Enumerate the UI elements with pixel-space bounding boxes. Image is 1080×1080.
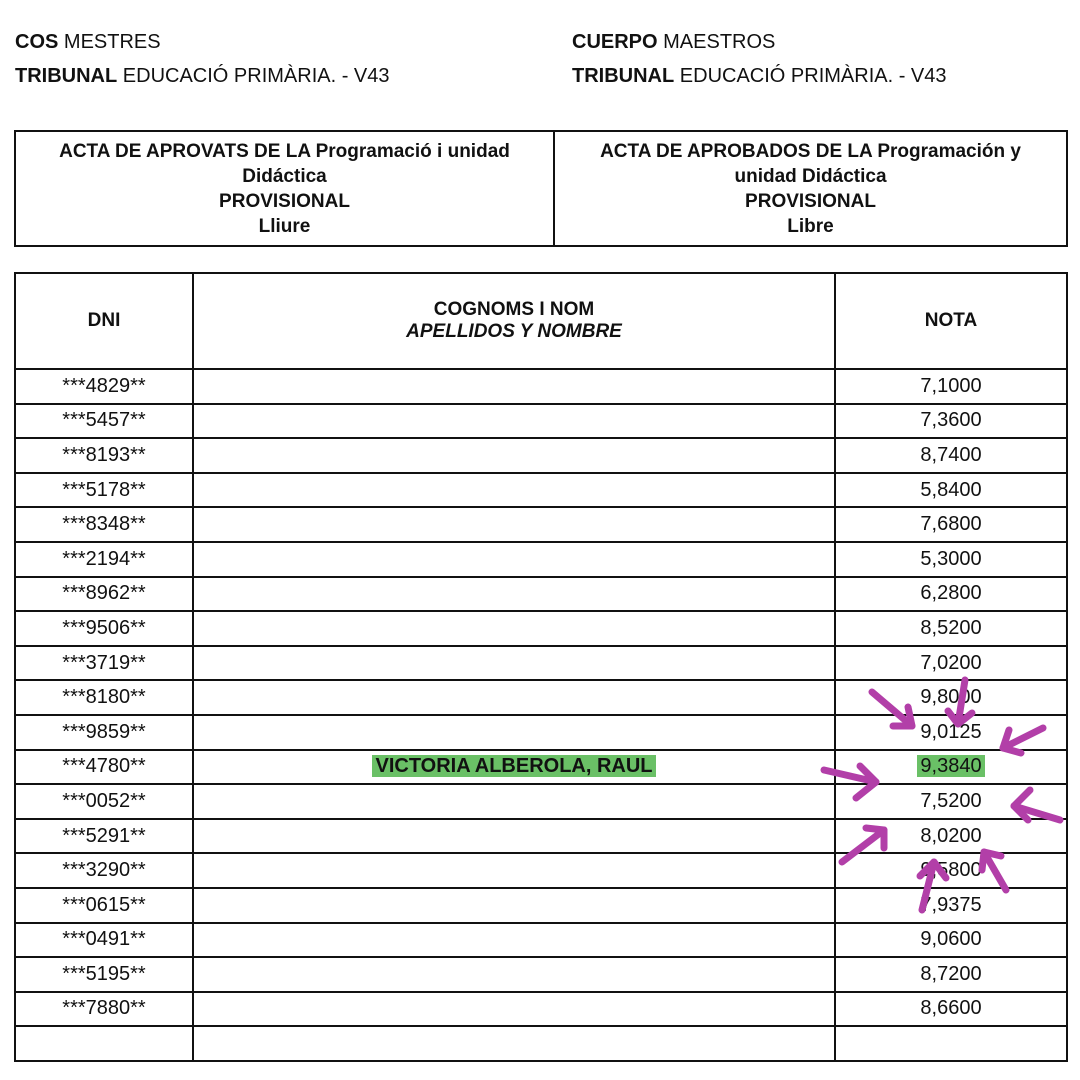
dni-cell: ***7880**: [15, 992, 193, 1027]
table-row: [15, 750, 1067, 785]
dni-cell: ***3290**: [15, 853, 193, 888]
nota-cell: 9,5800: [835, 853, 1067, 888]
nota-cell: 8,6600: [835, 992, 1067, 1027]
table-row: [15, 680, 1067, 715]
name-cell: [193, 438, 835, 473]
header-tribunal-right: TRIBUNAL EDUCACIÓ PRIMÀRIA. - V43: [572, 65, 947, 87]
dni-cell: ***2194**: [15, 542, 193, 577]
nota-cell: 7,3600: [835, 404, 1067, 439]
nota-cell: 9,0600: [835, 923, 1067, 958]
highlighted-score: 9,3840: [917, 755, 984, 777]
dni-cell: ***9859**: [15, 715, 193, 750]
table-row: [15, 542, 1067, 577]
nota-cell: 8,7400: [835, 438, 1067, 473]
dni-cell: ***0615**: [15, 888, 193, 923]
nota-cell: 5,3000: [835, 542, 1067, 577]
nota-cell: 7,1000: [835, 369, 1067, 404]
table-row: [15, 473, 1067, 508]
nota-cell: 7,0200: [835, 646, 1067, 681]
name-cell: [193, 577, 835, 612]
dni-cell: ***5291**: [15, 819, 193, 854]
nota-cell: 7,9375: [835, 888, 1067, 923]
nota-cell: 9,8000: [835, 680, 1067, 715]
name-cell: [193, 542, 835, 577]
name-cell: [193, 715, 835, 750]
results-table: [14, 272, 1068, 1062]
table-row: [15, 715, 1067, 750]
name-cell: [193, 404, 835, 439]
column-header-name: COGNOMS I NOM APELLIDOS Y NOMBRE: [193, 273, 835, 369]
table-row: [15, 404, 1067, 439]
table-row: [15, 1026, 1067, 1061]
name-cell: [193, 957, 835, 992]
nota-cell: 8,0200: [835, 819, 1067, 854]
table-row: [15, 577, 1067, 612]
table-row: [15, 369, 1067, 404]
name-cell: [193, 369, 835, 404]
name-cell: [193, 680, 835, 715]
dni-cell: ***9506**: [15, 611, 193, 646]
nota-cell: [835, 1026, 1067, 1061]
header-tribunal-left: TRIBUNAL EDUCACIÓ PRIMÀRIA. - V43: [15, 65, 390, 87]
table-row: [15, 611, 1067, 646]
name-cell: [193, 611, 835, 646]
dni-cell: ***5457**: [15, 404, 193, 439]
table-row: [15, 784, 1067, 819]
dni-cell: ***0491**: [15, 923, 193, 958]
dni-cell: ***8180**: [15, 680, 193, 715]
highlighted-name: VICTORIA ALBEROLA, RAUL: [372, 755, 655, 777]
name-cell: [193, 750, 835, 785]
dni-cell: ***8193**: [15, 438, 193, 473]
nota-cell: 9,0125: [835, 715, 1067, 750]
dni-cell: ***4780**: [15, 750, 193, 785]
table-header-row: [15, 273, 1067, 369]
name-cell: [193, 923, 835, 958]
dni-cell: ***0052**: [15, 784, 193, 819]
acta-title-spanish: ACTA DE APROBADOS DE LA Programación y unidad Didáctica PROVISIONAL Libre: [554, 131, 1067, 246]
nota-cell: [835, 750, 1067, 785]
acta-title-catalan: ACTA DE APROVATS DE LA Programació i unidad Didáctica PROVISIONAL Lliure: [15, 131, 554, 246]
nota-cell: 7,6800: [835, 507, 1067, 542]
nota-cell: 8,5200: [835, 611, 1067, 646]
acta-title-table: [14, 130, 1068, 247]
name-cell: [193, 784, 835, 819]
table-row: [15, 438, 1067, 473]
nota-cell: 8,7200: [835, 957, 1067, 992]
nota-cell: 5,8400: [835, 473, 1067, 508]
table-row: [15, 957, 1067, 992]
table-row: [15, 646, 1067, 681]
table-row: [15, 507, 1067, 542]
header-body-left: COS MESTRES: [15, 31, 161, 53]
column-header-dni: DNI: [15, 273, 193, 369]
name-cell: [193, 1026, 835, 1061]
table-row: [15, 923, 1067, 958]
name-cell: [193, 507, 835, 542]
dni-cell: ***3719**: [15, 646, 193, 681]
name-cell: [193, 888, 835, 923]
table-row: [15, 992, 1067, 1027]
name-cell: [193, 473, 835, 508]
table-row: [15, 819, 1067, 854]
name-cell: [193, 992, 835, 1027]
nota-cell: 7,5200: [835, 784, 1067, 819]
nota-cell: 6,2800: [835, 577, 1067, 612]
dni-cell: ***5195**: [15, 957, 193, 992]
dni-cell: [15, 1026, 193, 1061]
dni-cell: ***4829**: [15, 369, 193, 404]
header-body-right: CUERPO MAESTROS: [572, 31, 776, 53]
table-row: [15, 888, 1067, 923]
name-cell: [193, 646, 835, 681]
dni-cell: ***5178**: [15, 473, 193, 508]
dni-cell: ***8348**: [15, 507, 193, 542]
table-row: [15, 853, 1067, 888]
name-cell: [193, 853, 835, 888]
dni-cell: ***8962**: [15, 577, 193, 612]
name-cell: [193, 819, 835, 854]
column-header-nota: NOTA: [835, 273, 1067, 369]
